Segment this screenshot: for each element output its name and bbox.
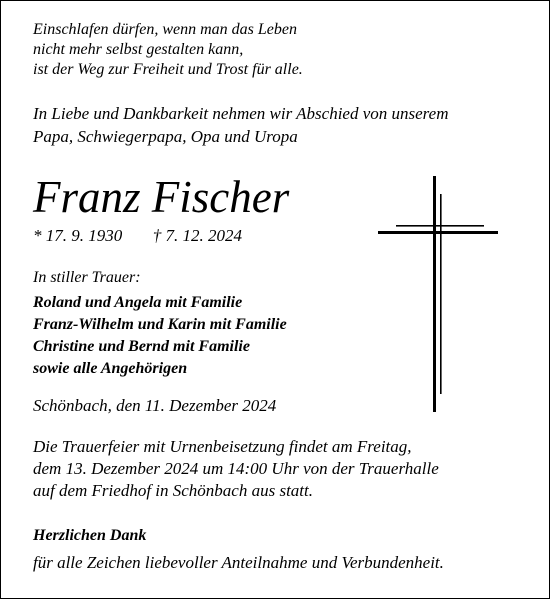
- thanks-text: für alle Zeichen liebevoller Anteilnahme und Verbundenheit.: [33, 553, 444, 572]
- trauer-label: In stiller Trauer:: [33, 269, 141, 286]
- ceremony-line: dem 13. Dezember 2024 um 14:00 Uhr von der Trauerhalle: [33, 459, 439, 478]
- mourner-item: Roland und Angela mit Familie: [33, 294, 243, 311]
- intro-line: Papa, Schwiegerpapa, Opa und Uropa: [33, 127, 298, 146]
- life-dates: [33, 226, 242, 246]
- death-date: † 7. 12. 2024: [152, 226, 242, 245]
- place-date: Schönbach, den 11. Dezember 2024: [33, 396, 277, 415]
- poem: [33, 20, 303, 80]
- poem-line: Einschlafen dürfen, wenn man das Leben: [33, 21, 297, 38]
- ceremony-line: auf dem Friedhof in Schönbach aus statt.: [33, 481, 314, 500]
- poem-line: nicht mehr selbst gestalten kann,: [33, 41, 244, 58]
- mourner-item: Christine und Bernd mit Familie: [33, 338, 250, 355]
- mourner-item: sowie alle Angehörigen: [33, 360, 188, 377]
- birth-date: * 17. 9. 1930: [33, 226, 123, 245]
- ceremony-line: Die Trauerfeier mit Urnenbeisetzung findet am Freitag,: [33, 437, 412, 456]
- intro-text: [33, 102, 448, 148]
- deceased-name: Franz Fischer: [33, 172, 290, 222]
- intro-line: In Liebe und Dankbarkeit nehmen wir Abschied von unserem: [33, 104, 449, 123]
- ceremony-text: [33, 436, 439, 502]
- mourners-list: [33, 292, 287, 380]
- cross-icon: [376, 176, 500, 412]
- mourner-item: Franz-Wilhelm und Karin mit Familie: [33, 316, 287, 333]
- poem-line: ist der Weg zur Freiheit und Trost für alle.: [33, 61, 303, 78]
- thanks-heading: Herzlichen Dank: [33, 527, 147, 544]
